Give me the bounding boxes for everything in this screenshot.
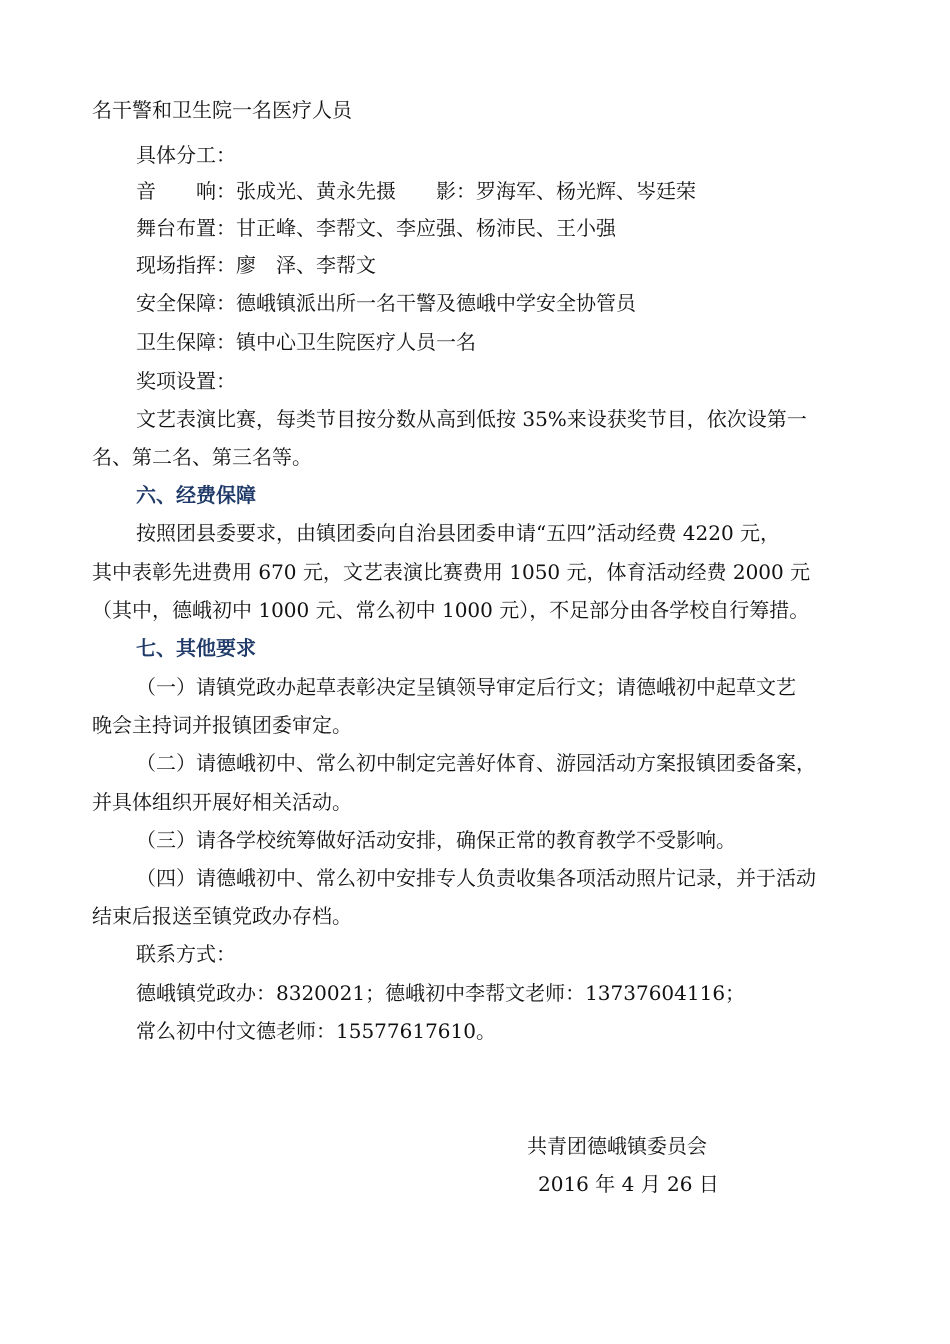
paragraph-line: （其中，德峨初中 1000 元、常么初中 1000 元），不足部分由各学校自行筹措。 [92,598,810,622]
paragraph-line: 奖项设置： [136,369,236,393]
signature-org: 共青团德峨镇委员会 [527,1134,707,1158]
paragraph-line: 卫生保障：镇中心卫生院医疗人员一名 [136,330,476,354]
paragraph-line: 舞台布置：甘正峰、李帮文、李应强、杨沛民、王小强 [136,216,616,240]
paragraph-line: 名、第二名、第三名等。 [92,445,312,469]
signature-date: 2016 年 4 月 26 日 [538,1172,719,1196]
paragraph-line: 其中表彰先进费用 670 元，文艺表演比赛费用 1050 元，体育活动经费 2000 元 [92,560,811,584]
contact-line: 常么初中付文德老师：15577617610。 [136,1019,496,1043]
section-heading: 六、经费保障 [136,483,256,507]
paragraph-line: 音 响：张成光、黄永先摄 影：罗海军、杨光辉、岑廷荣 [136,179,696,203]
paragraph-line: 安全保障：德峨镇派出所一名干警及德峨中学安全协管员 [136,291,636,315]
paragraph-line: 名干警和卫生院一名医疗人员 [92,98,352,122]
paragraph-line: 现场指挥：廖 泽、李帮文 [136,253,376,277]
paragraph-line: 并具体组织开展好相关活动。 [92,790,352,814]
paragraph-line: 晚会主持词并报镇团委审定。 [92,713,352,737]
section-heading: 七、其他要求 [136,636,256,660]
paragraph-line: 结束后报送至镇党政办存档。 [92,904,352,928]
paragraph-line: （四）请德峨初中、常么初中安排专人负责收集各项活动照片记录，并于活动 [136,866,816,890]
paragraph-line: 具体分工： [136,143,236,167]
paragraph-line: （二）请德峨初中、常么初中制定完善好体育、游园活动方案报镇团委备案， [136,751,816,775]
paragraph-line: 文艺表演比赛，每类节目按分数从高到低按 35%来设获奖节目，依次设第一 [136,407,807,431]
paragraph-line: 按照团县委要求，由镇团委向自治县团委申请“五四”活动经费 4220 元， [136,521,781,545]
paragraph-line: 联系方式： [136,942,236,966]
paragraph-line: （三）请各学校统筹做好活动安排，确保正常的教育教学不受影响。 [136,828,736,852]
paragraph-line: （一）请镇党政办起草表彰决定呈镇领导审定后行文；请德峨初中起草文艺 [136,675,796,699]
contact-line: 德峨镇党政办：8320021；德峨初中李帮文老师：13737604116； [136,981,746,1005]
